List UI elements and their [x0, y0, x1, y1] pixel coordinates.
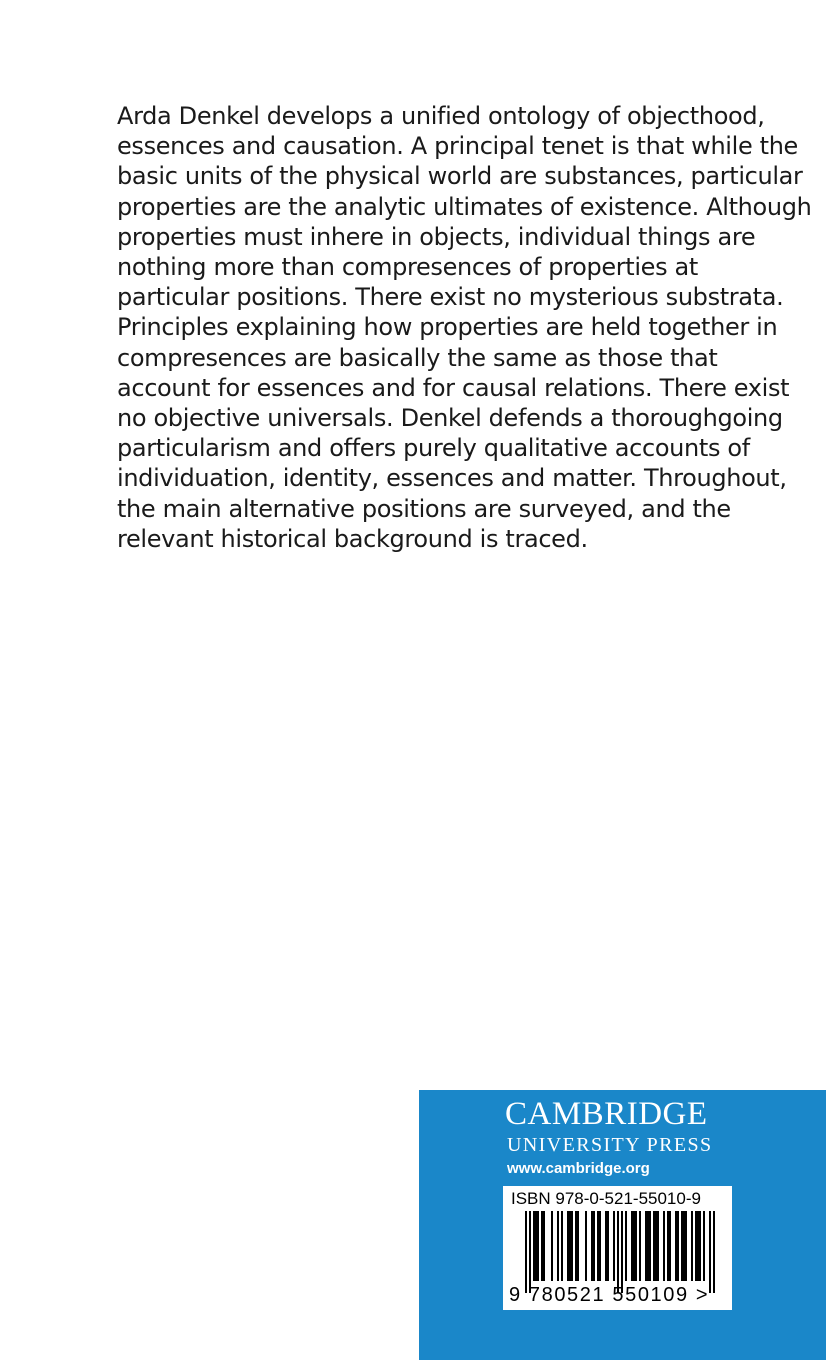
barcode-bar [697, 1211, 699, 1281]
barcode-bar [535, 1211, 537, 1281]
barcode-bar [597, 1211, 599, 1281]
barcode-bar [571, 1211, 573, 1281]
barcode-digits: 9 780521 550109 > [509, 1284, 710, 1306]
barcode-bar [669, 1211, 671, 1281]
barcode-bar [613, 1211, 615, 1281]
barcode-bar [525, 1211, 527, 1293]
barcode-bar [607, 1211, 609, 1281]
barcode-bar [533, 1211, 535, 1281]
barcode-bar [617, 1211, 619, 1293]
barcode-bar [695, 1211, 697, 1281]
barcode-bar [655, 1211, 657, 1281]
blurb-line: properties are the analytic ultimates of existence. Although [117, 192, 812, 221]
barcode-bar [569, 1211, 571, 1281]
publisher-panel [419, 1090, 826, 1360]
barcode-bar [645, 1211, 647, 1281]
barcode-bar [541, 1211, 543, 1281]
barcode-bar [685, 1211, 687, 1281]
barcode-bar [543, 1211, 545, 1281]
blurb-line: Principles explaining how properties are held together in [117, 313, 778, 342]
publisher-website: www.cambridge.org [507, 1160, 650, 1177]
barcode-bar [653, 1211, 655, 1281]
barcode-bar [691, 1211, 693, 1281]
blurb-line: basic units of the physical world are substances, particular [117, 162, 803, 191]
barcode-bar [663, 1211, 665, 1281]
blurb-line: individuation, identity, essences and matter. Throughout, [117, 464, 787, 493]
barcode-bar [703, 1211, 705, 1281]
barcode-bar [657, 1211, 659, 1281]
barcode-bar [599, 1211, 601, 1281]
barcode-bar [591, 1211, 593, 1281]
barcode-bar [577, 1211, 579, 1281]
barcode-bar [683, 1211, 685, 1281]
barcode-bar [557, 1211, 559, 1281]
barcode-bar [537, 1211, 539, 1281]
barcode-bar [649, 1211, 651, 1281]
blurb-line: nothing more than compresences of properties at [117, 253, 698, 282]
publisher-logo-subtitle: UNIVERSITY PRESS [507, 1134, 713, 1156]
barcode-bar [631, 1211, 633, 1281]
blurb-line: relevant historical background is traced. [117, 524, 588, 553]
back-cover-blurb [117, 101, 817, 554]
barcode-bar [561, 1211, 563, 1281]
barcode-bar [713, 1211, 715, 1293]
isbn-label: ISBN 978-0-521-55010-9 [511, 1189, 701, 1208]
barcode-bar [639, 1211, 641, 1281]
publisher-logo-name: CAMBRIDGE [505, 1096, 708, 1132]
barcode-bar [699, 1211, 701, 1281]
barcode-bar [667, 1211, 669, 1281]
barcode-bar [675, 1211, 677, 1281]
blurb-line: compresences are basically the same as those that [117, 343, 718, 372]
barcode-bar [625, 1211, 627, 1281]
barcode-bar [633, 1211, 635, 1281]
blurb-line: particular positions. There exist no mysterious substrata. [117, 283, 784, 312]
barcode-bar [567, 1211, 569, 1281]
barcode-bar [635, 1211, 637, 1281]
blurb-line: the main alternative positions are surveyed, and the [117, 494, 731, 523]
barcode-bar [551, 1211, 553, 1281]
barcode-bar [677, 1211, 679, 1281]
barcode-bar [575, 1211, 577, 1281]
blurb-line: Arda Denkel develops a unified ontology of objecthood, [117, 102, 765, 130]
blurb-line: properties must inhere in objects, individual things are [117, 222, 756, 251]
barcode-bar [593, 1211, 595, 1281]
barcode-box [503, 1186, 732, 1310]
barcode-bar [709, 1211, 711, 1293]
blurb-line: essences and causation. A principal tenet is that while the [117, 132, 798, 161]
blurb-line: no objective universals. Denkel defends a thoroughgoing [117, 404, 783, 433]
barcode-bar [647, 1211, 649, 1281]
blurb-line: account for essences and for causal relations. There exist [117, 373, 790, 402]
blurb-line: particularism and offers purely qualitative accounts of [117, 434, 750, 463]
barcode-bar [585, 1211, 587, 1281]
barcode-bar [605, 1211, 607, 1281]
barcode-bar [621, 1211, 623, 1293]
barcode-bar [529, 1211, 531, 1293]
barcode-bar [681, 1211, 683, 1281]
